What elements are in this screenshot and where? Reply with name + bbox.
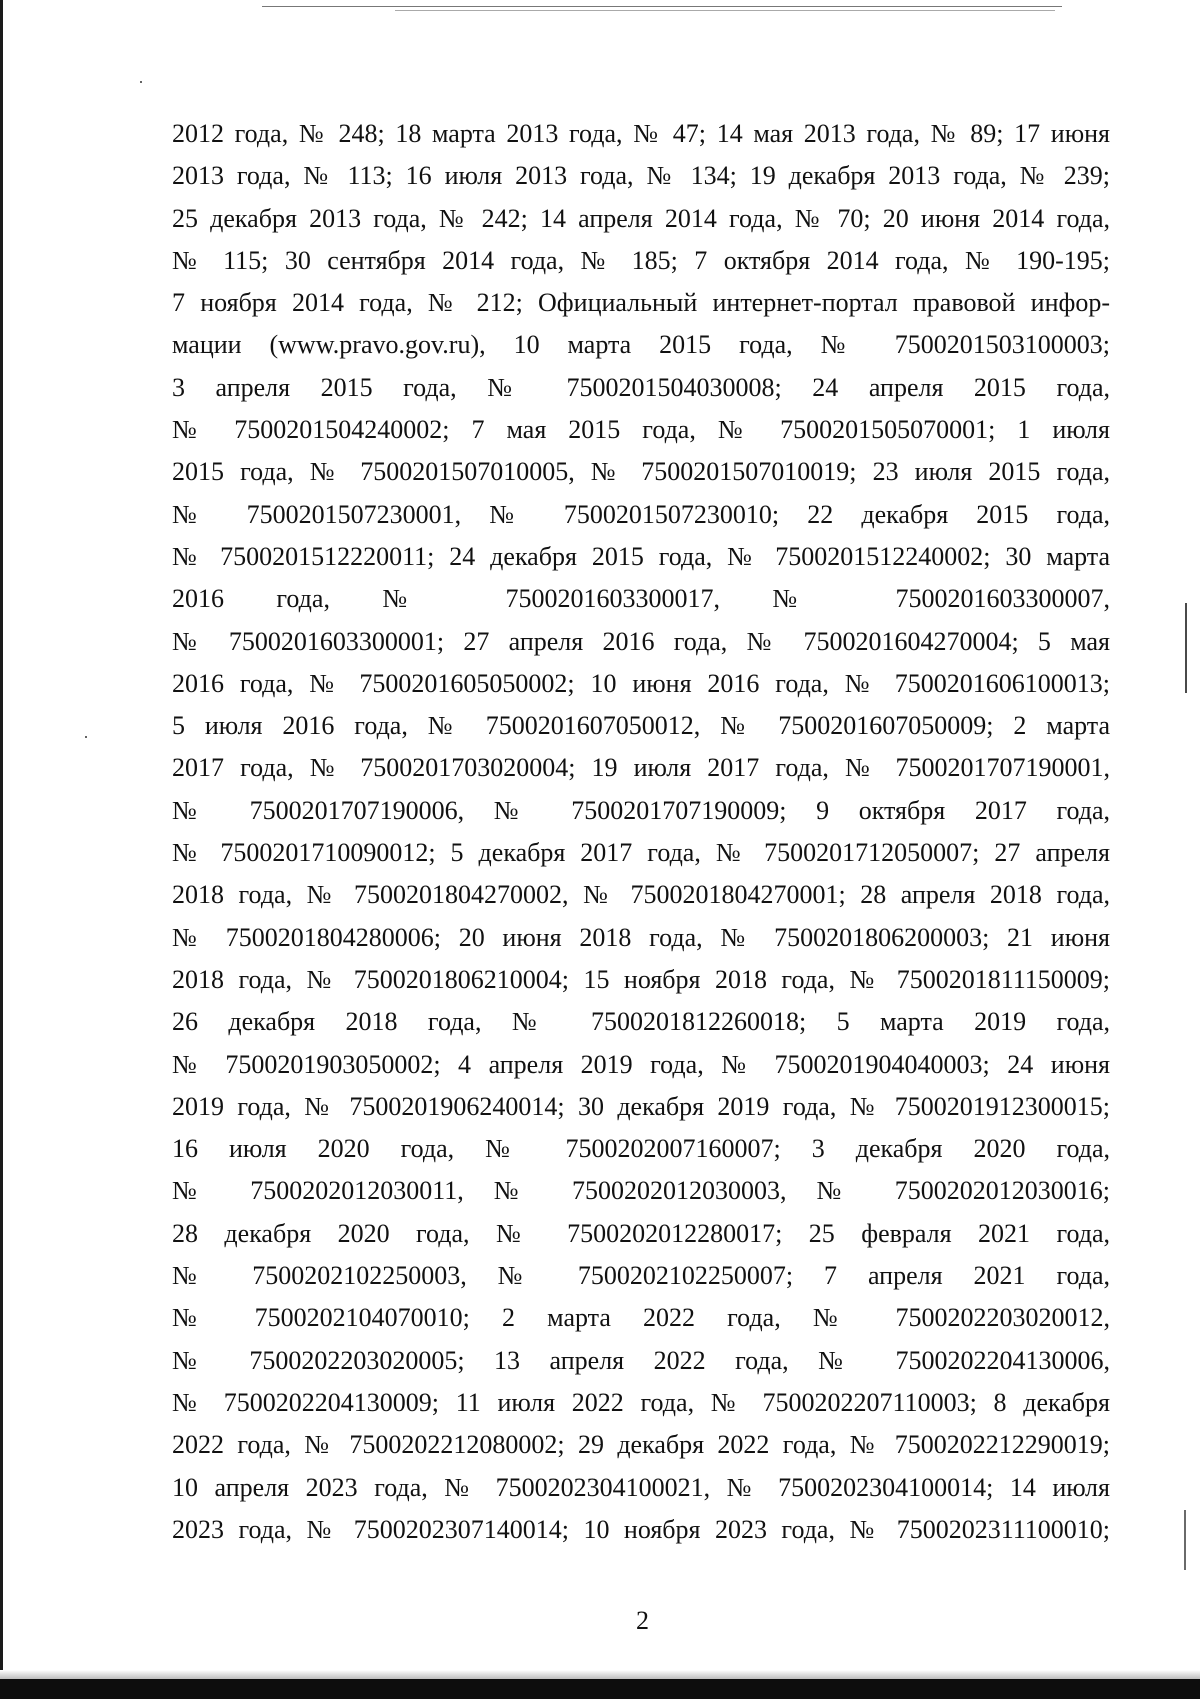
text-line: 25 декабря 2013 года, № 242; 14 апреля 2014 года, № 70; 20 июня 2014 года, [172,203,1110,233]
text-line: 2018 года, № 7500201804270002, № 7500201804270001; 28 апреля 2018 года, [172,880,1110,910]
text-line: № 7500201710090012; 5 декабря 2017 года, № 7500201712050007; 27 апреля [172,838,1110,868]
text-line: 2013 года, № 113; 16 июля 2013 года, № 134; 19 декабря 2013 года, № 239; [172,161,1110,191]
text-line: 10 апреля 2023 года, № 7500202304100021, № 7500202304100014; 14 июля [172,1472,1110,1502]
text-line: 16 июля 2020 года, № 7500202007160007; 3 декабря 2020 года, [172,1134,1110,1164]
scan-speck [85,736,87,738]
scan-speck [140,81,142,83]
text-line: № 7500202204130009; 11 июля 2022 года, № 7500202207110003; 8 декабря [172,1387,1110,1417]
text-line: № 7500201507230001, № 7500201507230010; 22 декабря 2015 года, [172,499,1110,529]
text-line: 2022 года, № 7500202212080002; 29 декабря 2022 года, № 7500202212290019; [172,1430,1110,1460]
text-line: 2018 года, № 7500201806210004; 15 ноября 2018 года, № 7500201811150009; [172,964,1110,994]
text-line: № 7500202203020005; 13 апреля 2022 года, № 7500202204130006, [172,1345,1110,1375]
text-line: № 7500201504240002; 7 мая 2015 года, № 7500201505070001; 1 июля [172,415,1110,445]
scan-top-rule-secondary [395,10,1055,11]
text-line: № 7500202102250003, № 7500202102250007; 7 апреля 2021 года, [172,1261,1110,1291]
text-line: № 7500201804280006; 20 июня 2018 года, № 7500201806200003; 21 июня [172,922,1110,952]
text-line: 28 декабря 2020 года, № 7500202012280017; 25 февраля 2021 года, [172,1218,1110,1248]
text-line: 2012 года, № 248; 18 марта 2013 года, № 47; 14 мая 2013 года, № 89; 17 июня [172,119,1110,148]
text-line: 5 июля 2016 года, № 7500201607050012, № 7500201607050009; 2 марта [172,711,1110,741]
text-line: 2019 года, № 7500201906240014; 30 декабря 2019 года, № 7500201912300015; [172,1091,1110,1121]
text-line: 2017 года, № 7500201703020004; 19 июля 2017 года, № 7500201707190001, [172,753,1110,783]
document-body [172,113,1110,1551]
text-line: 2015 года, № 7500201507010005, № 7500201507010019; 23 июля 2015 года, [172,457,1110,487]
scan-bottom-shadow [0,1670,1200,1679]
text-line: 7 ноября 2014 года, № 212; Официальный интернет-портал правовой инфор- [172,288,1110,318]
text-line: 2016 года, № 7500201603300017, № 7500201603300007, [172,584,1110,614]
text-line: № 7500201512220011; 24 декабря 2015 года, № 7500201512240002; 30 марта [172,541,1110,571]
text-line: 2016 года, № 7500201605050002; 10 июня 2016 года, № 7500201606100013; [172,668,1110,698]
text-line: мации (www.pravo.gov.ru), 10 марта 2015 года, № 7500201503100003; [172,330,1110,360]
text-line: № 115; 30 сентября 2014 года, № 185; 7 октября 2014 года, № 190-195; [172,245,1110,275]
scan-right-mark [1184,1510,1186,1570]
text-line: 2023 года, № 7500202307140014; 10 ноября 2023 года, № 7500202311100010; [172,1514,1110,1544]
scan-top-rule [262,6,1062,7]
text-line: № 7500201707190006, № 7500201707190009; 9 октября 2017 года, [172,795,1110,825]
scan-right-mark [1185,603,1187,693]
text-line: № 7500202104070010; 2 марта 2022 года, № 7500202203020012, [172,1303,1110,1333]
text-line: 26 декабря 2018 года, № 7500201812260018; 5 марта 2019 года, [172,1007,1110,1037]
page-number: 2 [636,1606,649,1635]
text-line: № 7500202012030011, № 7500202012030003, № 7500202012030016; [172,1176,1110,1206]
text-line: № 7500201603300001; 27 апреля 2016 года, № 7500201604270004; 5 мая [172,626,1110,656]
scan-left-edge [0,0,3,1699]
text-line: 3 апреля 2015 года, № 7500201504030008; 24 апреля 2015 года, [172,372,1110,402]
text-line: № 7500201903050002; 4 апреля 2019 года, № 7500201904040003; 24 июня [172,1049,1110,1079]
scan-bottom-edge [0,1679,1200,1699]
